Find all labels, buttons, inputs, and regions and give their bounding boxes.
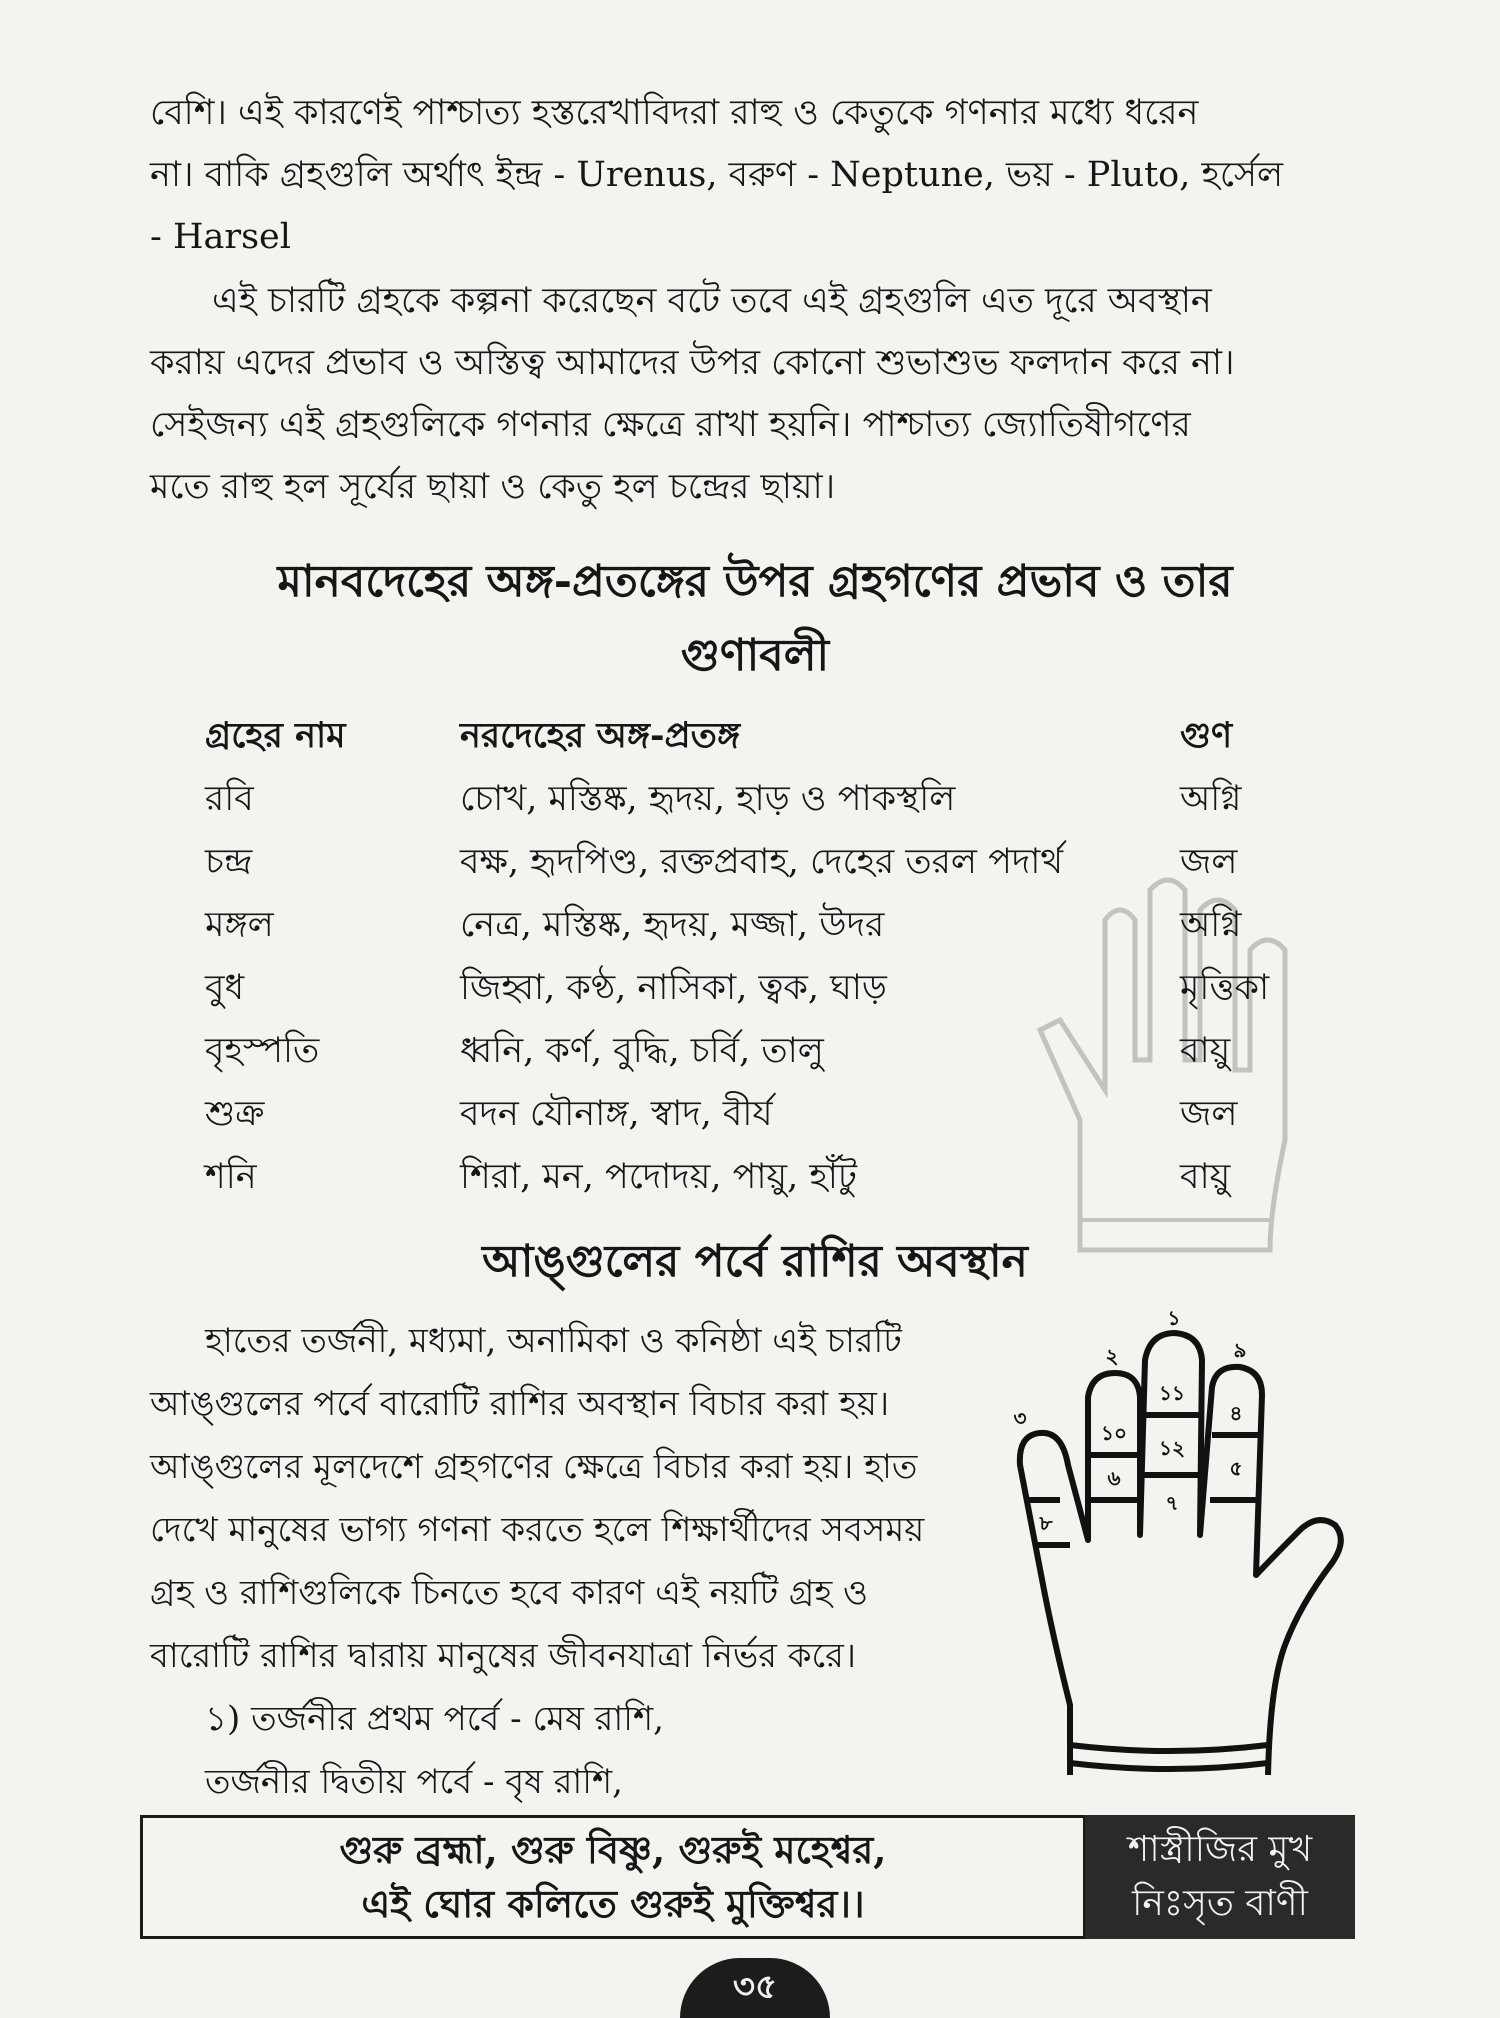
element-quality: বায়ু	[1180, 1031, 1231, 1071]
hand-illustration	[1000, 1305, 1360, 1795]
planet-name: বুধ	[205, 968, 245, 1008]
column-header: নরদেহের অঙ্গ-প্রতঙ্গ	[460, 714, 741, 756]
title-line: গুণাবলী	[680, 630, 830, 681]
finger-number-label: ৩	[1013, 1406, 1027, 1430]
body-parts: শিরা, মন, পদোদয়, পায়ু, হাঁটু	[460, 1157, 857, 1197]
table-row	[205, 1147, 1300, 1210]
text-line: হাতের তর্জনী, মধ্যমা, অনামিকা ও কনিষ্ঠা এই চারটি	[205, 1321, 902, 1361]
quote-line: এই ঘোর কলিতে গুরুই মুক্তিশ্বর।।	[361, 1881, 865, 1926]
title-line: মানবদেহের অঙ্গ-প্রতঙ্গের উপর গ্রহগণের প্রভাব ও তার	[277, 556, 1233, 607]
body-parts: বক্ষ, হৃদপিণ্ড, রক্তপ্রবাহ, দেহের তরল পদার্থ	[460, 842, 1064, 882]
planet-name: বৃহস্পতি	[205, 1031, 320, 1071]
column-header: গুণ	[1180, 714, 1233, 756]
finger-number-label: ১	[1167, 1306, 1181, 1330]
element-quality: অগ্নি	[1180, 779, 1242, 819]
text-line: মতে রাহু হল সূর্যের ছায়া ও কেতু হল চন্দ্রের ছায়া।	[150, 467, 836, 507]
body-parts: নেত্র, মস্তিষ্ক, হৃদয়, মজ্জা, উদর	[460, 905, 885, 945]
text-line: বেশি। এই কারণেই পাশ্চাত্য হস্তরেখাবিদরা রাহু ও কেতুকে গণনার মধ্যে ধরেন	[150, 93, 1199, 133]
finger-number-label: ১১	[1159, 1381, 1185, 1405]
element-quality: জল	[1180, 1094, 1238, 1134]
table-row	[205, 958, 1300, 1021]
text-line: - Harsel	[150, 217, 291, 257]
column-header: গ্রহের নাম	[205, 714, 346, 756]
text-line: আঙ্গুলের মূলদেশে গ্রহগণের ক্ষেত্রে বিচার করা হয়। হাত	[150, 1447, 918, 1487]
body-parts: জিহ্বা, কণ্ঠ, নাসিকা, ত্বক, ঘাড়	[460, 968, 887, 1008]
intro-paragraph	[150, 82, 1360, 268]
guru-quote-box	[140, 1815, 1086, 1939]
finger-number-label: ৫	[1229, 1456, 1243, 1480]
table-header-row	[205, 705, 1300, 769]
table-row	[205, 895, 1300, 958]
body-parts: ধ্বনি, কর্ণ, বুদ্ধি, চর্বি, তালু	[460, 1031, 824, 1071]
page-number: ৩৫	[680, 1958, 830, 2018]
finger-number-label: ৮	[1039, 1511, 1053, 1535]
quote-line: গুরু ব্রহ্মা, গুরু বিষ্ণু, গুরুই মহেশ্বর,	[339, 1827, 887, 1872]
shastriji-badge	[1085, 1815, 1355, 1939]
planet-name: শনি	[205, 1157, 257, 1197]
text-line: দেখে মানুষের ভাগ্য গণনা করতে হলে শিক্ষার্থীদের সবসময়	[150, 1510, 925, 1550]
table-row	[205, 1021, 1300, 1084]
text-line: আঙ্গুলের পর্বে বারোটি রাশির অবস্থান বিচার করা হয়।	[150, 1384, 890, 1424]
outer-planets-paragraph	[150, 270, 1360, 518]
text-line: ১) তর্জনীর প্রথম পর্বে - মেষ রাশি,	[205, 1699, 664, 1739]
planet-name: শুক্র	[205, 1094, 265, 1134]
finger-number-label: ১২	[1159, 1436, 1185, 1460]
planet-body-table	[205, 705, 1300, 1210]
finger-number-label: ২	[1105, 1344, 1119, 1368]
badge-line: শাস্ত্রীজির মুখ	[1127, 1829, 1313, 1870]
element-quality: বায়ু	[1180, 1157, 1231, 1197]
planet-name: চন্দ্র	[205, 842, 253, 882]
badge-line: নিঃসৃত বাণী	[1132, 1883, 1308, 1924]
planet-name: মঙ্গল	[205, 905, 274, 945]
finger-number-label: ৪	[1229, 1401, 1243, 1425]
text-line: এই চারটি গ্রহকে কল্পনা করেছেন বটে তবে এই গ্রহগুলি এত দূরে অবস্থান	[212, 281, 1212, 321]
text-line: বারোটি রাশির দ্বারায় মানুষের জীবনযাত্রা নির্ভর করে।	[150, 1636, 857, 1676]
finger-signs-paragraph	[150, 1310, 1010, 1814]
element-quality: মৃত্তিকা	[1180, 968, 1270, 1008]
planet-name: রবি	[205, 779, 254, 819]
text-line: করায় এদের প্রভাব ও অস্তিত্ব আমাদের উপর কোনো শুভাশুভ ফলদান করে না।	[150, 343, 1235, 383]
text-line: তর্জনীর দ্বিতীয় পর্বে - বৃষ রাশি,	[205, 1762, 623, 1802]
finger-number-label: ৬	[1107, 1466, 1121, 1490]
table-row	[205, 832, 1300, 895]
finger-number-label: ১০	[1101, 1421, 1127, 1445]
element-quality: জল	[1180, 842, 1238, 882]
text-line: গ্রহ ও রাশিগুলিকে চিনতে হবে কারণ এই নয়টি গ্রহ ও	[150, 1573, 869, 1613]
section-title-planet-influence	[150, 545, 1360, 693]
finger-number-label: ৭	[1165, 1491, 1179, 1515]
text-line: না। বাকি গ্রহগুলি অর্থাৎ ইন্দ্র - Urenus, বরুণ - Neptune, ভয় - Pluto, হর্সেল	[150, 155, 1284, 195]
body-parts: বদন যৌনাঙ্গ, স্বাদ, বীর্য	[460, 1094, 773, 1134]
body-parts: চোখ, মস্তিষ্ক, হৃদয়, হাড় ও পাকস্থলি	[460, 779, 956, 819]
table-row	[205, 1084, 1300, 1147]
text-line: সেইজন্য এই গ্রহগুলিকে গণনার ক্ষেত্রে রাখা হয়নি। পাশ্চাত্য জ্যোতিষীগণের	[150, 405, 1191, 445]
table-row	[205, 769, 1300, 832]
section-title-finger-signs: আঙ্গুলের পর্বে রাশির অবস্থান	[482, 1236, 1028, 1287]
element-quality: অগ্নি	[1180, 905, 1242, 945]
finger-number-label: ৯	[1233, 1338, 1247, 1362]
